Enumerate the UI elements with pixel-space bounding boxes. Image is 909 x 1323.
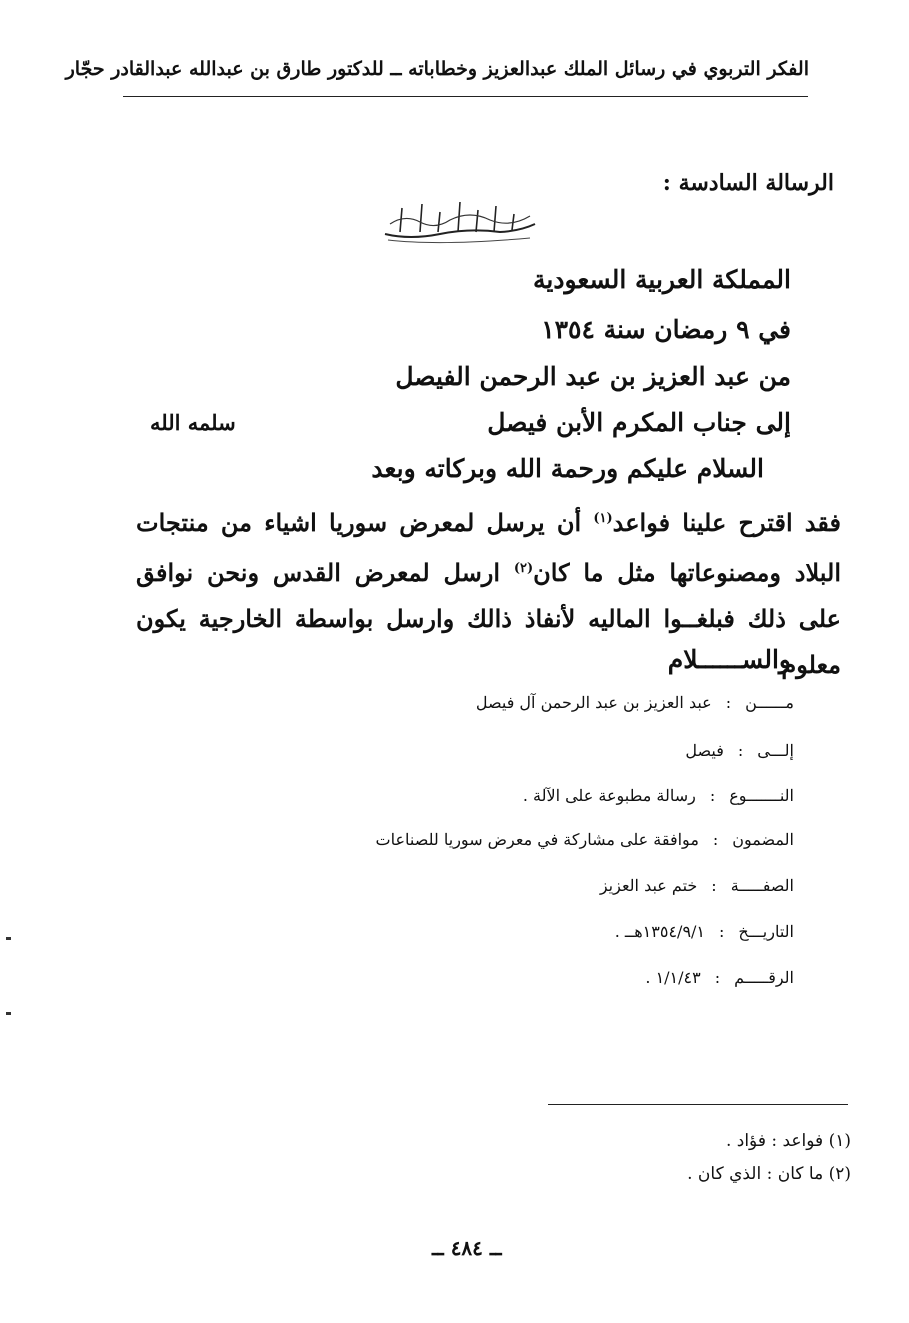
- footnote-ref-1: (١): [593, 511, 613, 526]
- letter-body-part-a: فقد اقترح علينا فواعد: [612, 508, 841, 537]
- meta-separator: :: [719, 922, 725, 941]
- running-header: الفكر التربوي في رسائل الملك عبدالعزيز وخطاباته ــ للدكتور طارق بن عبدالله عبدالقادر حجّار: [65, 58, 809, 80]
- footnote-1: (١) فواعد : فؤاد .: [725, 1131, 851, 1151]
- meta-separator: :: [711, 876, 717, 895]
- letter-body-part-c: ارسل لمعرض القدس ونحن نوافق على ذلك فبلغــوا الماليه لأنفاذ ذالك وارسل بواسطة الخارجية يكون معلوم: [136, 558, 841, 679]
- meta-to-value: فيصل: [685, 741, 724, 760]
- meta-separator: :: [714, 968, 721, 987]
- footnote-rule: [548, 1104, 848, 1105]
- letter-sender: من عبد العزيز بن عبد الرحمن الفيصل: [395, 362, 791, 391]
- header-rule: [123, 96, 808, 97]
- meta-number-label: الرقـــــم: [734, 968, 794, 987]
- meta-content: [376, 830, 794, 849]
- meta-type: [523, 786, 794, 805]
- letter-date: في ٩ رمضان سنة ١٣٥٤: [541, 315, 791, 344]
- meta-seal-value: ختم عبد العزيز: [599, 876, 698, 895]
- meta-seal-label: الصفـــــة: [730, 876, 794, 895]
- page-number: ــ ٤٨٤ ــ: [432, 1236, 502, 1260]
- meta-separator: :: [725, 693, 732, 712]
- letter-title: الرسالة السادسة :: [662, 170, 834, 196]
- meta-number-value: ١/١/٤٣ .: [645, 968, 701, 987]
- meta-type-label: النـــــــوع: [729, 786, 794, 805]
- meta-date-label: التاريـــخ: [738, 922, 794, 941]
- margin-mark: [6, 1012, 11, 1015]
- meta-date: [615, 922, 794, 941]
- meta-separator: :: [712, 830, 719, 849]
- letter-blessing: سلمه الله: [150, 410, 236, 435]
- margin-mark: [6, 937, 11, 940]
- meta-content-label: المضمون: [732, 830, 794, 849]
- footnote-2: (٢) ما كان : الذي كان .: [687, 1164, 851, 1184]
- letter-country: المملكة العربية السعودية: [532, 265, 791, 294]
- basmala-calligraphy: [380, 194, 540, 246]
- meta-separator: :: [709, 786, 716, 805]
- footnote-ref-2: (٢): [513, 561, 534, 576]
- meta-from-value: عبد العزيز بن عبد الرحمن آل فيصل: [475, 693, 712, 712]
- meta-to: [685, 741, 794, 760]
- meta-seal: [600, 876, 794, 895]
- letter-closing: والســــــلام: [667, 645, 791, 674]
- meta-number: [645, 968, 794, 987]
- meta-separator: :: [737, 741, 744, 760]
- meta-from: [476, 693, 794, 712]
- meta-date-value: ١٣٥٤/٩/١هــ .: [614, 922, 706, 941]
- letter-greeting: السلام عليكم ورحمة الله وبركاته وبعد: [371, 454, 764, 483]
- meta-type-value: رسالة مطبوعة على الآلة .: [522, 786, 696, 805]
- letter-body-part-b: أن يرسل لمعرض سوريا اشياء من منتجات البلاد ومصنوعاتها مثل ما كان: [136, 508, 842, 587]
- meta-from-label: مــــــن: [745, 693, 794, 712]
- meta-to-label: إلـــى: [757, 741, 794, 760]
- meta-content-value: موافقة على مشاركة في معرض سوريا للصناعات: [375, 830, 699, 849]
- letter-recipient: إلى جناب المكرم الأبن فيصل: [487, 408, 791, 437]
